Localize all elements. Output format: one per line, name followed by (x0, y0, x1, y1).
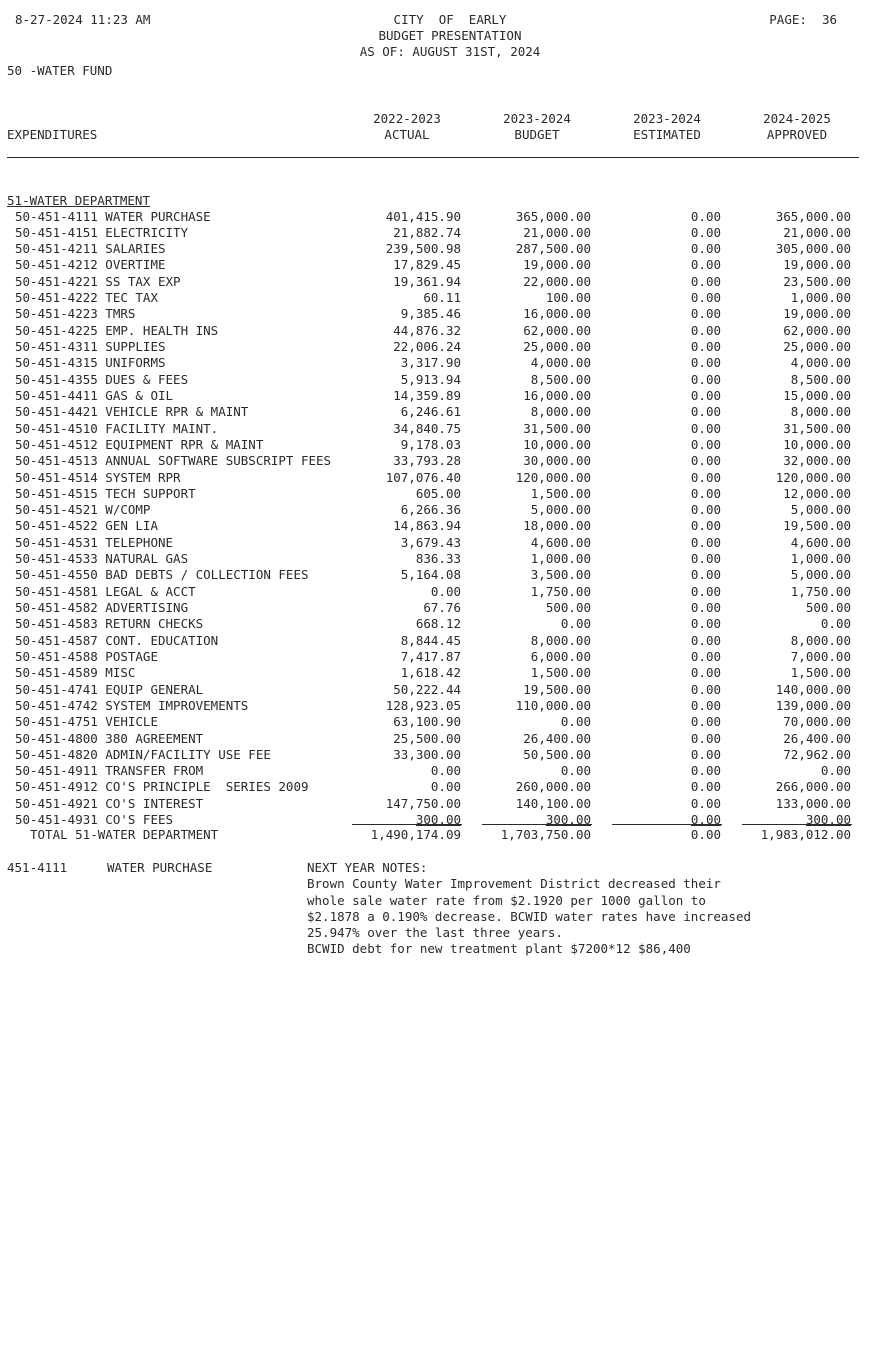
budget-cell: 19,500.00 (523, 681, 591, 697)
estimated-cell: 0.00 (690, 648, 721, 664)
total-estimated: 0.00 (690, 827, 721, 842)
table-row (0, 486, 871, 502)
actual-cell: 1,618.42 (400, 665, 461, 681)
actual-cell: 33,300.00 (393, 746, 461, 762)
estimated-cell: 0.00 (690, 779, 721, 795)
estimated-cell: 0.00 (690, 812, 721, 828)
budget-cell: 5,000.00 (530, 502, 591, 518)
account-cell: 50-451-4921 CO'S INTEREST (15, 795, 204, 811)
account-cell: 50-451-4581 LEGAL & ACCT (15, 583, 196, 599)
estimated-cell: 0.00 (690, 551, 721, 567)
column-header-budget (482, 111, 592, 143)
estimated-cell: 0.00 (690, 436, 721, 452)
note-account-name: WATER PURCHASE (107, 860, 213, 875)
estimated-cell: 0.00 (690, 746, 721, 762)
actual-cell: 239,500.98 (385, 241, 461, 257)
estimated-cell: 0.00 (690, 306, 721, 322)
actual-cell: 605.00 (415, 485, 461, 501)
approved-cell: 31,500.00 (783, 420, 851, 436)
table-row (0, 796, 871, 812)
table-row (0, 731, 871, 747)
estimated-cell: 0.00 (690, 387, 721, 403)
account-cell: 50-451-4583 RETURN CHECKS (15, 616, 204, 632)
budget-cell: 0.00 (560, 714, 591, 730)
table-row (0, 225, 871, 241)
account-cell: 50-451-4355 DUES & FEES (15, 371, 189, 387)
approved-cell: 1,500.00 (790, 665, 851, 681)
estimated-cell: 0.00 (690, 714, 721, 730)
approved-cell: 0.00 (820, 763, 851, 779)
note-line: Brown County Water Improvement District decreased their (307, 876, 721, 892)
budget-cell: 16,000.00 (523, 306, 591, 322)
budget-cell: 1,500.00 (530, 665, 591, 681)
note-account: 451-4111 (7, 860, 68, 875)
org-name: CITY OF EARLY (393, 12, 507, 27)
actual-cell: 22,006.24 (393, 339, 461, 354)
estimated-cell: 0.00 (690, 224, 721, 240)
actual-cell: 67.76 (423, 600, 461, 615)
budget-cell: 50,500.00 (523, 746, 591, 762)
table-row (0, 682, 871, 698)
table-row (0, 551, 871, 567)
expenditures-label: EXPENDITURES (7, 127, 98, 142)
approved-cell: 19,500.00 (783, 518, 851, 534)
note-line: whole sale water rate from $2.1920 per 1000 gallon to (307, 892, 706, 908)
actual-cell: 836.33 (415, 551, 461, 567)
table-row (0, 323, 871, 339)
account-cell: 50-451-4550 BAD DEBTS / COLLECTION FEES (15, 567, 309, 583)
table-row (0, 257, 871, 273)
actual-cell: 401,415.90 (385, 208, 461, 224)
budget-cell: 62,000.00 (523, 322, 591, 338)
table-row (0, 241, 871, 257)
approved-cell: 120,000.00 (775, 469, 851, 485)
column-year: 2022-2023 (373, 111, 441, 126)
column-header-actual (352, 111, 462, 143)
account-cell: 50-451-4912 CO'S PRINCIPLE SERIES 2009 (15, 779, 309, 795)
estimated-cell: 0.00 (690, 583, 721, 599)
column-label: BUDGET (514, 127, 560, 142)
budget-cell: 10,000.00 (523, 436, 591, 452)
column-header-estimated (612, 111, 722, 143)
account-cell: 50-451-4514 SYSTEM RPR (15, 469, 181, 485)
approved-cell: 23,500.00 (783, 273, 851, 289)
actual-cell: 6,266.36 (400, 502, 461, 518)
estimated-cell: 0.00 (690, 681, 721, 697)
budget-cell: 500.00 (545, 600, 591, 615)
budget-cell: 22,000.00 (523, 273, 591, 289)
account-cell: 50-451-4211 SALARIES (15, 241, 166, 257)
budget-cell: 16,000.00 (523, 387, 591, 403)
subtotal-rule (612, 824, 722, 825)
fund-name: 50 -WATER FUND (7, 63, 113, 78)
approved-cell: 70,000.00 (783, 714, 851, 730)
budget-cell: 8,000.00 (530, 632, 591, 648)
actual-cell: 63,100.90 (393, 714, 461, 730)
estimated-cell: 0.00 (690, 355, 721, 371)
approved-cell: 21,000.00 (783, 224, 851, 240)
expenditure-table (0, 209, 871, 829)
approved-cell: 5,000.00 (790, 567, 851, 583)
report-header (250, 12, 650, 60)
budget-cell: 0.00 (560, 616, 591, 632)
budget-cell: 1,000.00 (530, 551, 591, 567)
total-row (0, 827, 871, 843)
section-title: 51-WATER DEPARTMENT (7, 193, 150, 208)
actual-cell: 300.00 (415, 812, 461, 828)
budget-cell: 260,000.00 (515, 779, 591, 795)
estimated-cell: 0.00 (690, 518, 721, 534)
budget-cell: 31,500.00 (523, 420, 591, 436)
column-header-approved (742, 111, 852, 143)
budget-cell: 19,000.00 (523, 257, 591, 273)
estimated-cell: 0.00 (690, 241, 721, 257)
account-cell: 50-451-4223 TMRS (15, 306, 136, 322)
account-cell: 50-451-4911 TRANSFER FROM (15, 763, 204, 779)
table-row (0, 535, 871, 551)
estimated-cell: 0.00 (690, 290, 721, 306)
actual-cell: 9,178.03 (400, 436, 461, 452)
table-row (0, 665, 871, 681)
report-datetime: 8-27-2024 11:23 AM (15, 12, 151, 27)
estimated-cell: 0.00 (690, 208, 721, 224)
budget-cell: 1,500.00 (530, 485, 591, 501)
table-row (0, 437, 871, 453)
approved-cell: 4,000.00 (790, 355, 851, 371)
table-row (0, 633, 871, 649)
approved-cell: 10,000.00 (783, 436, 851, 452)
estimated-cell: 0.00 (690, 730, 721, 746)
approved-cell: 305,000.00 (775, 241, 851, 257)
table-row (0, 388, 871, 404)
table-row (0, 421, 871, 437)
account-cell: 50-451-4515 TECH SUPPORT (15, 485, 196, 501)
actual-cell: 3,679.43 (400, 534, 461, 550)
account-cell: 50-451-4221 SS TAX EXP (15, 273, 181, 289)
account-cell: 50-451-4589 MISC (15, 665, 136, 681)
account-cell: 50-451-4513 ANNUAL SOFTWARE SUBSCRIPT FEES (15, 453, 332, 469)
table-row (0, 274, 871, 290)
estimated-cell: 0.00 (690, 502, 721, 518)
account-cell: 50-451-4111 WATER PURCHASE (15, 208, 211, 224)
actual-cell: 3,317.90 (400, 355, 461, 371)
account-cell: 50-451-4411 GAS & OIL (15, 387, 174, 403)
table-row (0, 518, 871, 534)
budget-cell: 120,000.00 (515, 469, 591, 485)
note-line: NEXT YEAR NOTES: (307, 860, 428, 875)
table-row (0, 404, 871, 420)
approved-cell: 19,000.00 (783, 257, 851, 273)
approved-cell: 4,600.00 (790, 534, 851, 550)
actual-cell: 44,876.32 (393, 322, 461, 338)
account-cell: 50-451-4582 ADVERTISING (15, 600, 189, 615)
column-year: 2023-2024 (633, 111, 701, 126)
approved-cell: 500.00 (805, 600, 851, 615)
page-number: PAGE: 36 (769, 12, 837, 27)
estimated-cell: 0.00 (690, 371, 721, 387)
account-cell: 50-451-4510 FACILITY MAINT. (15, 420, 219, 436)
table-row (0, 290, 871, 306)
approved-cell: 8,500.00 (790, 371, 851, 387)
estimated-cell: 0.00 (690, 469, 721, 485)
approved-cell: 25,000.00 (783, 339, 851, 354)
budget-cell: 4,000.00 (530, 355, 591, 371)
estimated-cell: 0.00 (690, 697, 721, 713)
budget-cell: 21,000.00 (523, 224, 591, 240)
actual-cell: 147,750.00 (385, 795, 461, 811)
subtotal-rule (482, 824, 592, 825)
table-row (0, 649, 871, 665)
account-cell: 50-451-4741 EQUIP GENERAL (15, 681, 204, 697)
as-of-date: AS OF: AUGUST 31ST, 2024 (359, 44, 541, 59)
notes-block (307, 860, 751, 958)
table-row (0, 306, 871, 322)
total-approved: 1,983,012.00 (760, 827, 851, 842)
estimated-cell: 0.00 (690, 404, 721, 420)
account-cell: 50-451-4421 VEHICLE RPR & MAINT (15, 404, 249, 420)
actual-cell: 8,844.45 (400, 632, 461, 648)
approved-cell: 365,000.00 (775, 208, 851, 224)
approved-cell: 15,000.00 (783, 387, 851, 403)
actual-cell: 668.12 (415, 616, 461, 632)
budget-cell: 365,000.00 (515, 208, 591, 224)
table-row (0, 567, 871, 583)
budget-cell: 287,500.00 (515, 241, 591, 257)
account-cell: 50-451-4315 UNIFORMS (15, 355, 166, 371)
approved-cell: 133,000.00 (775, 795, 851, 811)
actual-cell: 7,417.87 (400, 648, 461, 664)
actual-cell: 6,246.61 (400, 404, 461, 420)
estimated-cell: 0.00 (690, 485, 721, 501)
approved-cell: 8,000.00 (790, 632, 851, 648)
actual-cell: 107,076.40 (385, 469, 461, 485)
actual-cell: 0.00 (430, 583, 461, 599)
budget-cell: 26,400.00 (523, 730, 591, 746)
estimated-cell: 0.00 (690, 600, 721, 615)
actual-cell: 34,840.75 (393, 420, 461, 436)
note-line: BCWID debt for new treatment plant $7200*12 $86,400 (307, 941, 691, 957)
approved-cell: 140,000.00 (775, 681, 851, 697)
budget-cell: 110,000.00 (515, 697, 591, 713)
actual-cell: 9,385.46 (400, 306, 461, 322)
approved-cell: 32,000.00 (783, 453, 851, 469)
account-cell: 50-451-4222 TEC TAX (15, 290, 158, 306)
actual-cell: 25,500.00 (393, 730, 461, 746)
approved-cell: 72,962.00 (783, 746, 851, 762)
account-cell: 50-451-4587 CONT. EDUCATION (15, 632, 219, 648)
total-label: TOTAL 51-WATER DEPARTMENT (30, 827, 219, 842)
header-divider (7, 157, 859, 158)
table-row (0, 584, 871, 600)
actual-cell: 14,863.94 (393, 518, 461, 534)
account-cell: 50-451-4512 EQUIPMENT RPR & MAINT (15, 436, 264, 452)
table-row (0, 502, 871, 518)
report-title: BUDGET PRESENTATION (378, 28, 522, 43)
approved-cell: 139,000.00 (775, 697, 851, 713)
budget-cell: 0.00 (560, 763, 591, 779)
actual-cell: 0.00 (430, 779, 461, 795)
budget-cell: 30,000.00 (523, 453, 591, 469)
account-cell: 50-451-4225 EMP. HEALTH INS (15, 322, 219, 338)
column-label: APPROVED (766, 127, 828, 142)
estimated-cell: 0.00 (690, 763, 721, 779)
estimated-cell: 0.00 (690, 567, 721, 583)
column-year: 2023-2024 (503, 111, 571, 126)
account-cell: 50-451-4212 OVERTIME (15, 257, 166, 273)
account-cell: 50-451-4751 VEHICLE (15, 714, 158, 730)
account-cell: 50-451-4800 380 AGREEMENT (15, 730, 204, 746)
account-cell: 50-451-4742 SYSTEM IMPROVEMENTS (15, 697, 249, 713)
account-cell: 50-451-4522 GEN LIA (15, 518, 158, 534)
account-cell: 50-451-4311 SUPPLIES (15, 339, 166, 354)
budget-cell: 8,000.00 (530, 404, 591, 420)
approved-cell: 1,000.00 (790, 290, 851, 306)
estimated-cell: 0.00 (690, 665, 721, 681)
subtotal-rule (742, 824, 852, 825)
approved-cell: 300.00 (805, 812, 851, 828)
table-row (0, 714, 871, 730)
actual-cell: 33,793.28 (393, 453, 461, 469)
table-row (0, 779, 871, 795)
table-row (0, 747, 871, 763)
estimated-cell: 0.00 (690, 273, 721, 289)
actual-cell: 5,164.08 (400, 567, 461, 583)
approved-cell: 266,000.00 (775, 779, 851, 795)
table-row (0, 470, 871, 486)
budget-cell: 25,000.00 (523, 339, 591, 354)
account-cell: 50-451-4531 TELEPHONE (15, 534, 174, 550)
table-row (0, 616, 871, 632)
note-line: 25.947% over the last three years. (307, 925, 563, 941)
budget-cell: 140,100.00 (515, 795, 591, 811)
actual-cell: 0.00 (430, 763, 461, 779)
actual-cell: 17,829.45 (393, 257, 461, 273)
estimated-cell: 0.00 (690, 795, 721, 811)
table-row (0, 372, 871, 388)
subtotal-rule (352, 824, 462, 825)
actual-cell: 128,923.05 (385, 697, 461, 713)
account-cell: 50-451-4820 ADMIN/FACILITY USE FEE (15, 746, 271, 762)
approved-cell: 12,000.00 (783, 485, 851, 501)
column-label: ESTIMATED (633, 127, 701, 142)
estimated-cell: 0.00 (690, 339, 721, 354)
column-year: 2024-2025 (763, 111, 831, 126)
estimated-cell: 0.00 (690, 420, 721, 436)
account-cell: 50-451-4588 POSTAGE (15, 648, 158, 664)
actual-cell: 21,882.74 (393, 224, 461, 240)
table-row (0, 763, 871, 779)
total-actual: 1,490,174.09 (370, 827, 461, 842)
budget-cell: 18,000.00 (523, 518, 591, 534)
budget-cell: 4,600.00 (530, 534, 591, 550)
budget-cell: 1,750.00 (530, 583, 591, 599)
actual-cell: 14,359.89 (393, 387, 461, 403)
approved-cell: 1,750.00 (790, 583, 851, 599)
table-row (0, 355, 871, 371)
actual-cell: 5,913.94 (400, 371, 461, 387)
account-cell: 50-451-4533 NATURAL GAS (15, 551, 189, 567)
estimated-cell: 0.00 (690, 616, 721, 632)
approved-cell: 7,000.00 (790, 648, 851, 664)
table-row (0, 698, 871, 714)
approved-cell: 19,000.00 (783, 306, 851, 322)
budget-cell: 8,500.00 (530, 371, 591, 387)
approved-cell: 5,000.00 (790, 502, 851, 518)
column-label: ACTUAL (384, 127, 430, 142)
table-row (0, 812, 871, 828)
actual-cell: 19,361.94 (393, 273, 461, 289)
table-row (0, 600, 871, 616)
approved-cell: 0.00 (820, 616, 851, 632)
budget-cell: 6,000.00 (530, 648, 591, 664)
budget-cell: 3,500.00 (530, 567, 591, 583)
note-line: $2.1878 a 0.190% decrease. BCWID water rates have increased (307, 908, 752, 924)
estimated-cell: 0.00 (690, 534, 721, 550)
budget-cell: 100.00 (545, 290, 591, 306)
actual-cell: 50,222.44 (393, 681, 461, 697)
total-budget: 1,703,750.00 (500, 827, 591, 842)
account-cell: 50-451-4151 ELECTRICITY (15, 224, 189, 240)
approved-cell: 1,000.00 (790, 551, 851, 567)
approved-cell: 26,400.00 (783, 730, 851, 746)
estimated-cell: 0.00 (690, 322, 721, 338)
estimated-cell: 0.00 (690, 257, 721, 273)
account-cell: 50-451-4521 W/COMP (15, 502, 151, 518)
budget-cell: 300.00 (545, 812, 591, 828)
table-row (0, 339, 871, 355)
table-row (0, 453, 871, 469)
approved-cell: 62,000.00 (783, 322, 851, 338)
account-cell: 50-451-4931 CO'S FEES (15, 812, 174, 828)
estimated-cell: 0.00 (690, 453, 721, 469)
approved-cell: 8,000.00 (790, 404, 851, 420)
estimated-cell: 0.00 (690, 632, 721, 648)
table-row (0, 209, 871, 225)
actual-cell: 60.11 (423, 290, 461, 306)
